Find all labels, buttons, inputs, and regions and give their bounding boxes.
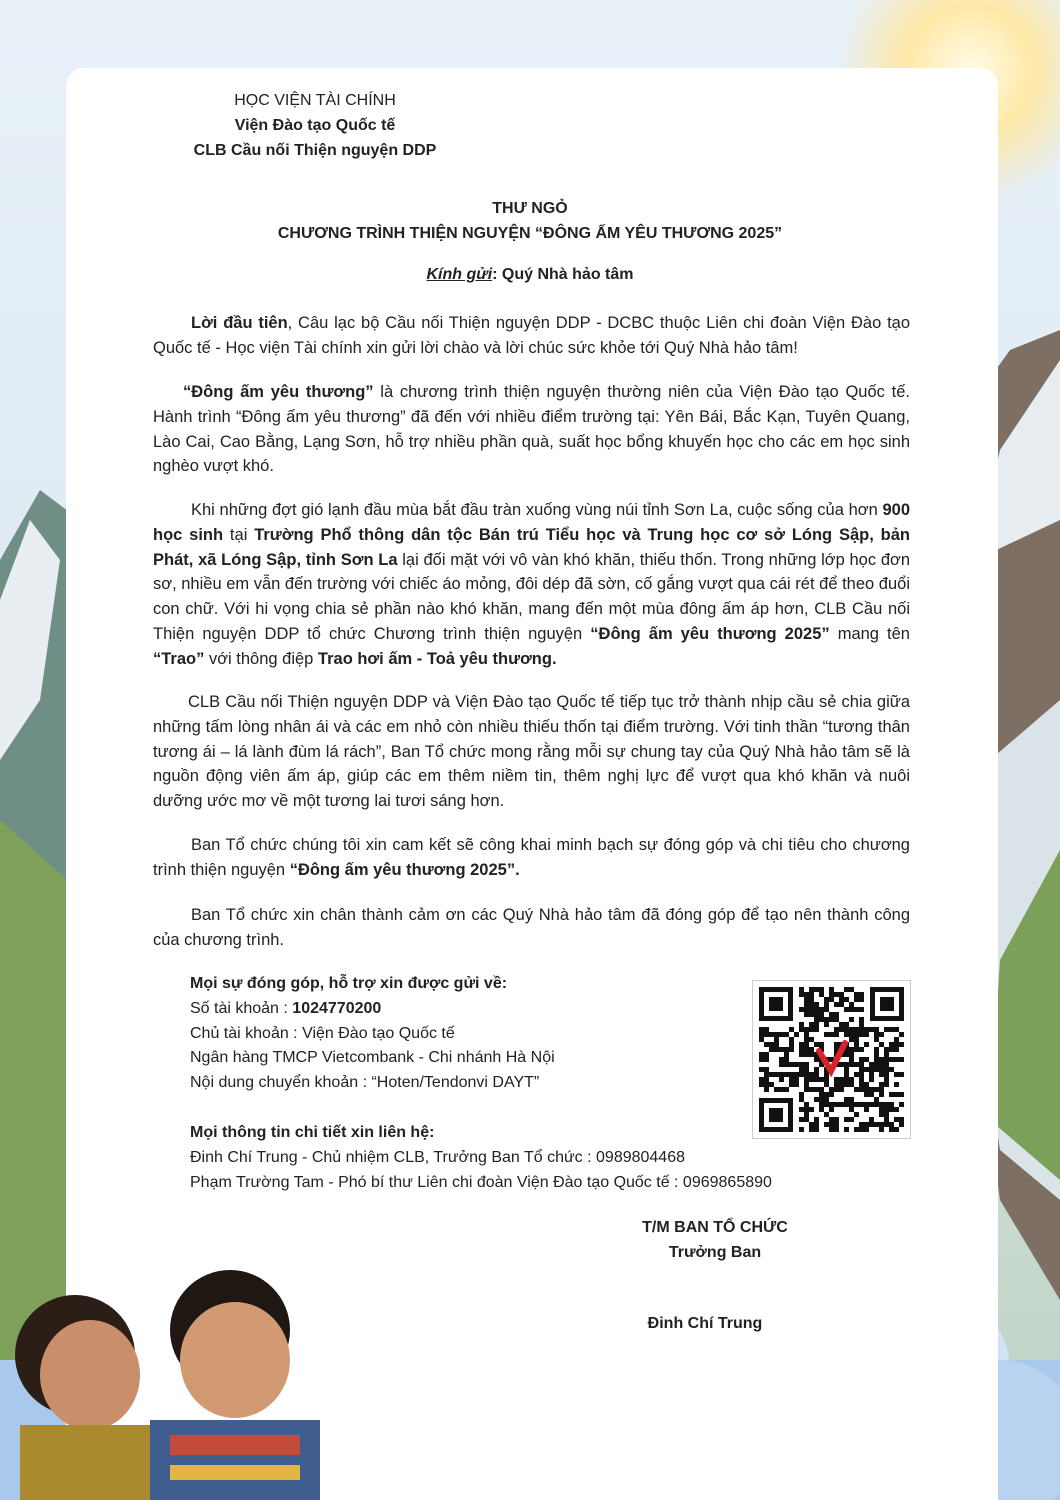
recipient-value: : Quý Nhà hảo tâm bbox=[492, 266, 634, 283]
account-label: Số tài khoản : bbox=[190, 999, 293, 1017]
donation-heading: Mọi sự đóng góp, hỗ trợ xin được gửi về: bbox=[190, 975, 508, 992]
institution-name: HỌC VIỆN TÀI CHÍNH bbox=[234, 92, 396, 109]
paragraph-3 bbox=[153, 498, 910, 672]
p3-text-f: với thông điệp bbox=[204, 649, 318, 668]
p5-text: Ban Tổ chức chúng tôi xin cam kết sẽ công khai minh bạch sự đóng góp và chi tiêu cho chương trình thiện nguyện bbox=[153, 836, 910, 879]
p6-text: Ban Tổ chức xin chân thành cảm ơn các Quý Nhà hảo tâm đã đóng góp để tạo nên thành công của chương trình. bbox=[153, 906, 910, 949]
paragraph-1 bbox=[153, 311, 910, 361]
paragraph-6 bbox=[153, 903, 910, 953]
p2-lead: “Đông ấm yêu thương” bbox=[183, 383, 374, 401]
signature-line-2: Trưởng Ban bbox=[668, 1244, 762, 1261]
signature-block bbox=[620, 1215, 810, 1265]
paragraph-2 bbox=[153, 380, 910, 479]
p3-message: Trao hơi ấm - Toả yêu thương. bbox=[317, 649, 557, 668]
account-number: 1024770200 bbox=[292, 999, 382, 1017]
transfer-content: Nội dung chuyển khoản : “Hoten/Tendonvi DAYT” bbox=[190, 1074, 540, 1092]
p3-school: Trường Phổ thông dân tộc Bán trú Tiểu học và Trung học cơ sở Lóng Sập, bản Phát, xã Lóng Sập, tỉnh Sơn La bbox=[153, 525, 910, 569]
contact-person-2: Phạm Trường Tam - Phó bí thư Liên chi đoàn Viện Đào tạo Quốc tế : 0969865890 bbox=[190, 1173, 772, 1191]
bank-name: Ngân hàng TMCP Vietcombank - Chi nhánh Hà Nội bbox=[190, 1049, 555, 1067]
p4-text: CLB Cầu nối Thiện nguyện DDP và Viện Đào tạo Quốc tế tiếp tục trở thành nhịp cầu sẻ chia giữa những tấm lòng nhân ái và các em nhỏ còn nhiều thiếu thốn tại điểm trường. Với tinh thần “tương thân tương ái – lá lành đùm lá rách”, Ban Tổ chức mong rằng mỗi sự chung tay của Quý Nhà hảo tâm sẽ là nguồn động viên ấm áp, giúp các em thêm niềm tin, thêm nghị lực để vượt qua khó khăn và nuôi dưỡng ước mơ về một tương lai tươi sáng hơn. bbox=[153, 693, 910, 811]
donation-info bbox=[190, 972, 555, 1096]
account-holder: Chủ tài khoản : Viện Đào tạo Quốc tế bbox=[190, 1024, 455, 1042]
club-name: CLB Cầu nối Thiện nguyện DDP bbox=[193, 142, 437, 159]
signature-line-1: T/M BAN TỔ CHỨC bbox=[642, 1219, 788, 1236]
p5-program: “Đông ấm yêu thương 2025”. bbox=[289, 860, 520, 879]
account-number-line bbox=[190, 997, 555, 1022]
p3-program: “Đông ấm yêu thương 2025” bbox=[590, 624, 830, 643]
p3-text-c: tại bbox=[223, 525, 255, 544]
title-line-2: CHƯƠNG TRÌNH THIỆN NGUYỆN “ĐÔNG ẤM YÊU THƯƠNG 2025” bbox=[277, 225, 783, 242]
title-line-1: THƯ NGỎ bbox=[492, 200, 568, 217]
letterhead bbox=[190, 88, 440, 163]
institute-name: Viện Đào tạo Quốc tế bbox=[234, 117, 396, 134]
p3-text-d: lại đối mặt với vô vàn khó khăn, thiếu thốn. Trong những lớp học đơn sơ, nhiều em vẫn đến trường với chiếc áo mỏng, đôi dép đã sờn, cố gắng vượt qua cái rét để theo đuổi con chữ. Với hi vọng chia sẻ phần nào khó khăn, mang đến một mùa đông ấm áp hơn, CLB Cầu nối Thiện nguyện DDP tổ chức Chương trình thiện nguyện bbox=[153, 550, 911, 643]
children-photo bbox=[0, 1260, 330, 1500]
recipient-line bbox=[150, 266, 910, 284]
contact-person-1: Đinh Chí Trung - Chủ nhiệm CLB, Trưởng Ban Tổ chức : 0989804468 bbox=[190, 1148, 685, 1166]
p1-text: , Câu lạc bộ Cầu nối Thiện nguyện DDP - DCBC thuộc Liên chi đoàn Viện Đào tạo Quốc tế - Học viện Tài chính xin gửi lời chào và lời chúc sức khỏe tới Quý Nhà hảo tâm! bbox=[153, 314, 911, 357]
p3-text-e: mang tên bbox=[829, 624, 910, 643]
qr-code-icon bbox=[752, 980, 911, 1139]
p3-students: 900 học sinh bbox=[153, 501, 910, 544]
contact-heading: Mọi thông tin chi tiết xin liên hệ: bbox=[190, 1124, 435, 1141]
paragraph-5 bbox=[153, 833, 910, 883]
p3-trao: “Trao” bbox=[153, 649, 205, 668]
p3-text-a: Khi những đợt gió lạnh đầu mùa bắt đầu tràn xuống vùng núi tỉnh Sơn La, cuộc sống của hơn bbox=[191, 501, 883, 519]
paragraph-4 bbox=[153, 690, 910, 814]
p1-lead: Lời đầu tiên bbox=[191, 314, 288, 332]
signer-name: Đinh Chí Trung bbox=[647, 1315, 763, 1332]
recipient-label: Kính gửi bbox=[426, 266, 493, 283]
contact-info bbox=[190, 1121, 772, 1195]
p2-text: là chương trình thiện nguyện thường niên của Viện Đào tạo Quốc tế. Hành trình “Đông ấm yêu thương” đã đến với nhiều điểm trường tại: Yên Bái, Bắc Kạn, Tuyên Quang, Lào Cai, Cao Bằng, Lạng Sơn, hỗ trợ nhiều phần quà, suất học bổng khuyến học cho các em học sinh nghèo vượt khó. bbox=[153, 383, 910, 476]
letter-title bbox=[150, 196, 910, 246]
